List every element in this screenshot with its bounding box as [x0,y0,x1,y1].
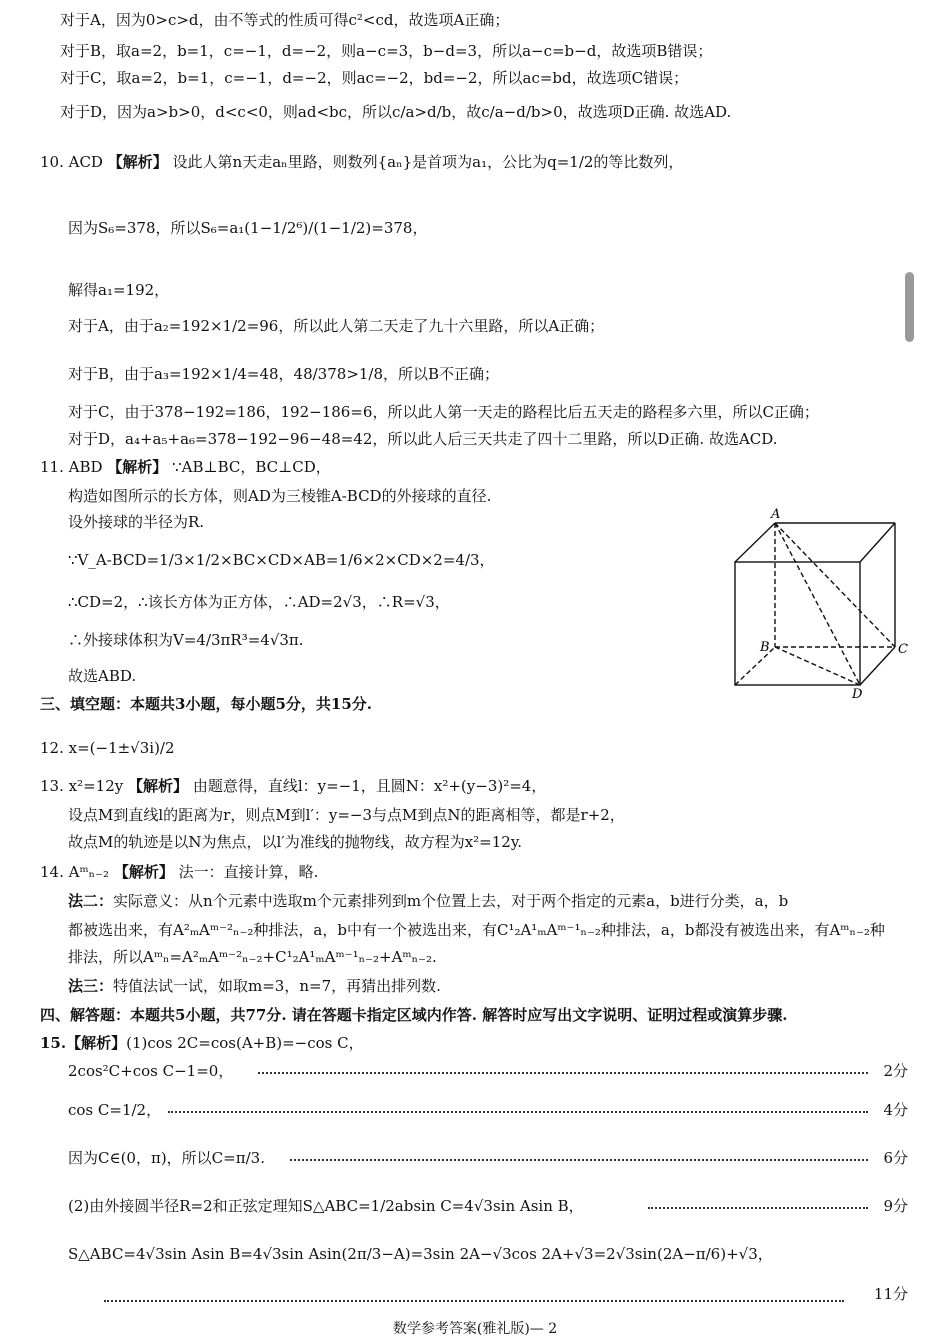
text-line: 解得a₁=192， [68,281,170,299]
analysis-tag: 【解析】 [107,153,168,171]
answer-line-14 [40,862,318,882]
text-line [68,891,788,911]
text-line: 因为C∈(0，π)，所以C=π/3. [68,1149,265,1167]
answer-line-15 [40,1033,364,1053]
cube-edge [860,647,895,685]
text-line: (2)由外接圆半径R=2和正弦定理知S△ABC=1/2absin C=4√3sin Asin B， [68,1197,584,1215]
text-span: 设此人第n天走aₙ里路，则数列{aₙ}是首项为a₁，公比为q=1/2的等比数列， [172,153,684,171]
method-label: 法二： [68,892,114,910]
text-line: 对于C，由于378−192=186，192−186=6，所以此人第一天走的路程比后五天走的路程多六里，所以C正确； [68,403,819,421]
score-label: 9分 [883,1197,908,1215]
text-span: (1)cos 2C=cos(A+B)=−cos C， [126,1034,364,1052]
dot-leader [648,1207,868,1209]
text-span: 法一：直接计算，略. [178,863,319,881]
question-number: 10. ACD [40,153,103,171]
cube-edge [735,523,775,562]
dot-leader [258,1072,868,1074]
analysis-tag: 15.【解析】 [40,1034,127,1052]
analysis-tag: 【解析】 [128,777,189,795]
segment-ad [775,523,860,685]
text-line: 排法，所以Aᵐₙ=A²ₘAᵐ⁻²ₙ₋₂+C¹₂A¹ₘAᵐ⁻¹ₙ₋₂+Aᵐₙ₋₂. [68,948,437,966]
text-line: 故点M的轨迹是以N为焦点，以l′为准线的抛物线，故方程为x²=12y. [68,833,523,851]
text-span: 实际意义：从n个元素中选取m个元素排列到m个位置上去，对于两个指定的元素a，b进行分类，a，b [113,892,789,910]
text-line: 对于C，取a=2，b=1，c=−1，d=−2，则ac=−2，bd=−2，所以ac=bd，故选项C错误； [60,69,689,87]
method-label: 法三： [68,977,114,995]
text-line: 都被选出来，有A²ₘAᵐ⁻²ₙ₋₂种排法，a，b中有一个被选出来，有C¹₂A¹ₘAᵐ⁻¹ₙ₋₂种排法，a，b都没有被选出来，有Aᵐₙ₋₂种 [68,921,885,939]
question-number: 11. ABD [40,458,103,476]
text-line: 12. x=(−1±√3i)/2 [40,739,175,757]
text-line: ∵V_A-BCD=1/3×1/2×BC×CD×AB=1/6×2×CD×2=4/3， [68,551,495,569]
cube-edge [860,523,895,562]
answer-line-13 [40,776,546,796]
text-line: ∴CD=2，∴该长方体为正方体，∴AD=2√3，∴R=√3， [68,593,450,611]
question-number: 14. Aᵐₙ₋₂ [40,863,110,881]
vertex-label-a: A [771,507,781,522]
answer-line-11 [40,457,331,477]
section-heading: 三、填空题：本题共3小题，每小题5分，共15分. [40,695,372,713]
section-heading: 四、解答题：本题共5小题，共77分. 请在答题卡指定区域内作答. 解答时应写出文字说明、证明过程或演算步骤. [40,1006,788,1024]
text-line [68,976,441,996]
score-label: 6分 [883,1149,908,1167]
text-span: 特值法试一试，如取m=3，n=7，再猜出排列数. [113,977,441,995]
score-label: 4分 [883,1101,908,1119]
vertex-label-b: B [760,640,770,655]
text-line: 对于A，因为0>c>d，由不等式的性质可得c²<cd，故选项A正确； [60,11,510,29]
dot-leader [290,1159,868,1161]
text-line: 对于D，因为a>b>0，d<c<0，则ad<bc，所以c/a>d/b，故c/a−d/b>0，故选项D正确. 故选AD. [60,103,732,121]
text-line: 对于D，a₄+a₅+a₆=378−192−96−48=42，所以此人后三天共走了四十二里路，所以D正确. 故选ACD. [68,430,778,448]
score-label: 2分 [883,1062,908,1080]
segment-ac [775,523,895,647]
vertex-label-c: C [898,642,908,657]
text-span: 由题意得，直线l：y=−1，且圆N：x²+(y−3)²=4， [192,777,547,795]
score-label: 11分 [873,1285,908,1303]
text-line: cos C=1/2， [68,1101,162,1119]
text-line: 构造如图所示的长方体，则AD为三棱锥A-BCD的外接球的直径. [68,487,492,505]
analysis-tag: 【解析】 [107,458,168,476]
segment-bd [775,647,860,685]
text-line: 2cos²C+cos C−1=0， [68,1062,234,1080]
cube-figure [720,505,920,705]
analysis-tag: 【解析】 [113,863,174,881]
dot-leader [168,1111,868,1113]
text-line: 对于B，取a=2，b=1，c=−1，d=−2，则a−c=3，b−d=3，所以a−c=b−d，故选项B错误； [60,42,713,60]
dot-leader [104,1300,844,1302]
vertex-label-d: D [852,687,863,702]
text-line: 设外接球的半径为R. [68,513,205,531]
text-line: 对于A，由于a₂=192×1/2=96，所以此人第二天走了九十六里路，所以A正确； [68,317,605,335]
text-line: 设点M到直线l的距离为r，则点M到l′：y=−3与点M到点N的距离相等，都是r+2， [68,806,625,824]
question-number: 13. x²=12y [40,777,124,795]
page-footer: 数学参考答案(雅礼版)— 2 [392,1321,558,1337]
text-line: 故选ABD. [68,667,137,685]
text-line: S△ABC=4√3sin Asin B=4√3sin Asin(2π/3−A)=3sin 2A−√3cos 2A+√3=2√3sin(2A−π/6)+√3， [68,1245,773,1263]
text-line: 因为S₆=378，所以S₆=a₁(1−1/2⁶)/(1−1/2)=378， [68,219,428,237]
text-line: ∴外接球体积为V=4/3πR³=4√3π. [68,631,304,649]
vertical-scrollbar[interactable] [905,272,914,342]
text-line: 对于B，由于a₃=192×1/4=48，48/378>1/8，所以B不正确； [68,365,500,383]
answer-line-10 [40,152,683,172]
text-span: ∵AB⊥BC，BC⊥CD， [172,458,331,476]
